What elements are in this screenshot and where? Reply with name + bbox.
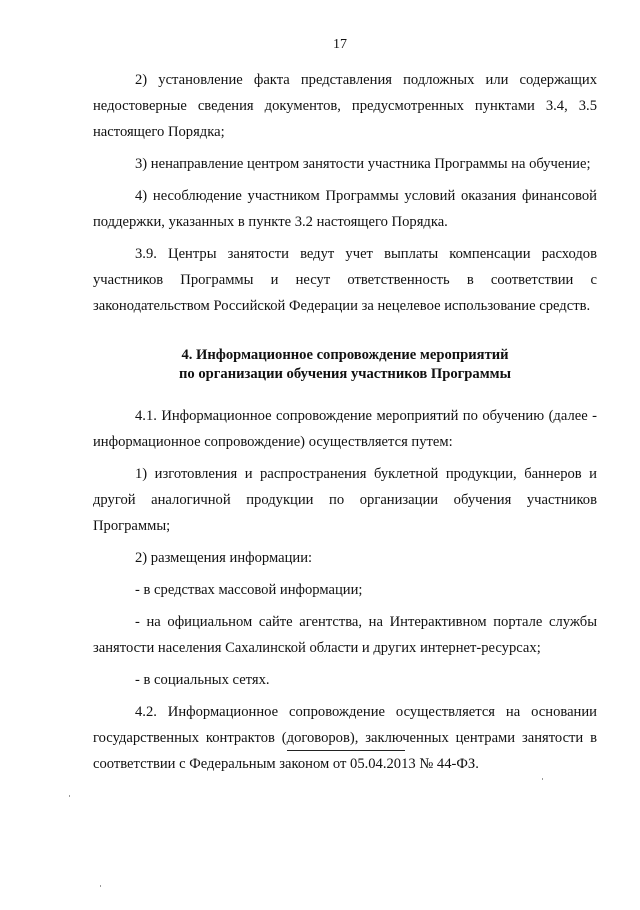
section-heading xyxy=(93,346,597,384)
paragraph-item-2: 2) установление факта представления подложных или содержащих недостоверные сведения документов, предусмотренных пунктами 3.4, 3.5 настоящего Порядка; xyxy=(93,72,597,140)
page-number: 17 xyxy=(333,37,347,52)
document-body xyxy=(93,67,597,777)
end-rule xyxy=(287,750,405,751)
list-item-official-site: - на официальном сайте агентства, на Интерактивном портале службы занятости населения Сахалинской области и других интернет-ресурсах; xyxy=(93,614,597,656)
paragraph-item-3: 3) ненаправление центром занятости участника Программы на обучение; xyxy=(135,156,591,172)
scan-speck xyxy=(542,778,543,780)
paragraph-4-1: 4.1. Информационное сопровождение мероприятий по обучению (далее - информационное сопровождение) осуществляется путем: xyxy=(93,408,597,450)
paragraph-4-2: 4.2. Информационное сопровождение осуществляется на основании государственных контрактов (договоров), заключенных центрами занятости в соответствии с Федеральным законом от 05.04.2013 № 44-ФЗ. xyxy=(93,704,597,772)
paragraph-4-1-item-1: 1) изготовления и распространения буклетной продукции, баннеров и другой аналогичной продукции по организации обучения участников Программы; xyxy=(93,466,597,534)
paragraph-item-4: 4) несоблюдение участником Программы условий оказания финансовой поддержки, указанных в пункте 3.2 настоящего Порядка. xyxy=(93,188,597,230)
section-heading-line-2: по организации обучения участников Программы xyxy=(179,366,511,382)
scan-speck xyxy=(69,795,70,797)
list-item-mass-media: - в средствах массовой информации; xyxy=(135,582,363,598)
paragraph-4-1-item-2: 2) размещения информации: xyxy=(135,550,313,566)
paragraph-3-9: 3.9. Центры занятости ведут учет выплаты компенсации расходов участников Программы и несут ответственность в соответствии с законодательством Российской Федерации за нецелевое использование средств. xyxy=(93,246,597,314)
scan-speck xyxy=(100,885,101,887)
list-item-social-networks: - в социальных сетях. xyxy=(135,672,270,688)
section-heading-line-1: 4. Информационное сопровождение мероприятий xyxy=(181,347,509,363)
